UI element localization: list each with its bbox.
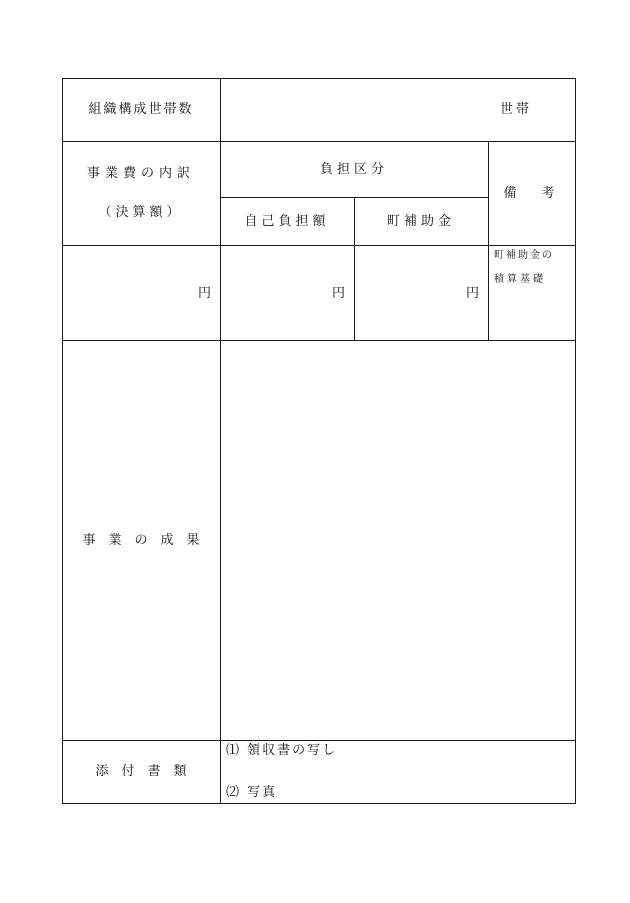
subsidy-basis-label-line2: 積算基礎 <box>494 274 546 285</box>
row-divider-households <box>62 141 576 142</box>
table-border-bottom <box>62 803 576 804</box>
attachments-label: 添 付 書 類 <box>95 764 187 779</box>
attachment-item-photo: ⑵ 写真 <box>226 785 278 800</box>
table-border-left <box>62 78 63 804</box>
label-column-divider <box>220 78 221 804</box>
cost-breakdown-label: 事業費の内訳 <box>86 166 195 181</box>
row-divider-amounts <box>62 340 576 341</box>
households-unit: 世帯 <box>500 102 533 117</box>
row-divider-results <box>62 740 576 741</box>
cost-breakdown-sublabel: （決算額） <box>98 205 184 220</box>
table-border-top <box>62 78 576 79</box>
subsidy-basis-label-line1: 町補助金の <box>494 250 554 261</box>
self-burden-header: 自己負担額 <box>244 214 330 229</box>
attachment-item-receipt: ⑴ 領収書の写し <box>226 743 338 758</box>
row-divider-cost-header <box>62 245 576 246</box>
remarks-header: 備 考 <box>503 186 561 201</box>
households-label: 組織構成世帯数 <box>88 102 194 117</box>
town-subsidy-header: 町補助金 <box>386 214 455 229</box>
burden-category-header: 負担区分 <box>319 162 388 177</box>
remarks-column-divider <box>488 141 489 341</box>
town-subsidy-yen-unit: 円 <box>466 286 480 301</box>
project-results-label: 事 業 の 成 果 <box>82 533 200 548</box>
self-burden-yen-unit: 円 <box>332 286 346 301</box>
total-yen-unit: 円 <box>198 286 212 301</box>
